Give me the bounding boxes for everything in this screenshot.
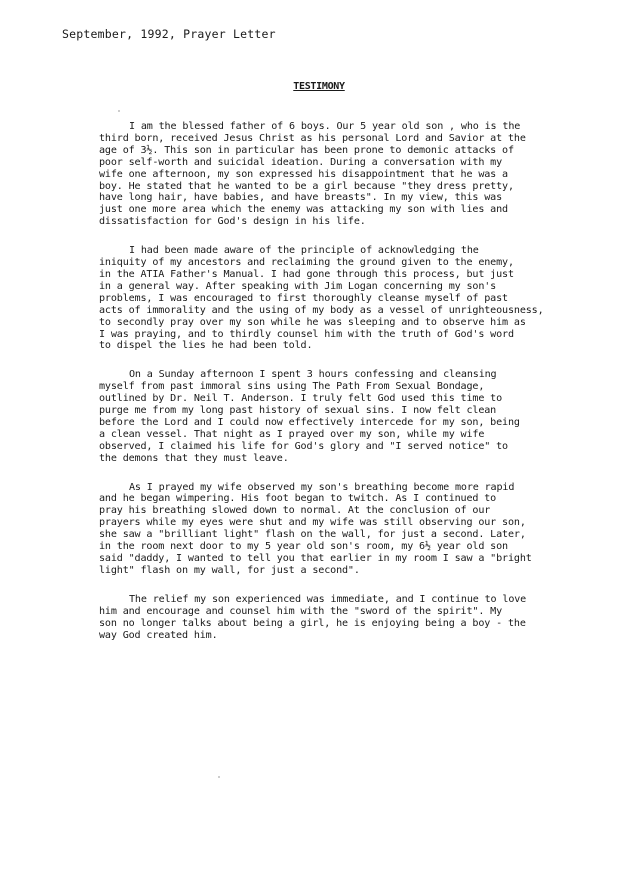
text-line: outlined by Dr. Neil T. Anderson. I truly felt God used this time to <box>99 393 503 405</box>
text-line: just one more area which the enemy was attacking my son with lies and <box>99 204 508 216</box>
paragraph <box>99 594 569 642</box>
text-line: light" flash on my wall, for just a second". <box>99 564 360 576</box>
text-line: third born, received Jesus Christ as his personal Lord and Savior at the <box>99 132 526 144</box>
text-line: said "daddy, I wanted to tell you that earlier in my room I saw a "bright <box>99 553 532 564</box>
text-line: As I prayed my wife observed my son's breathing become more rapid <box>129 481 515 493</box>
paragraph <box>99 121 569 228</box>
text-line: have long hair, have babies, and have breasts". In my view, this was <box>99 192 503 204</box>
text-line: iniquity of my ancestors and reclaiming the ground given to the enemy, <box>99 257 514 269</box>
text-line: way God created him. <box>99 629 218 641</box>
text-line: a clean vessel. That night as I prayed over my son, while my wife <box>99 428 485 440</box>
text-line: to dispel the lies he had been told. <box>99 340 313 352</box>
scan-speck <box>218 776 220 778</box>
text-line: age of 3½. This son in particular has been prone to demonic attacks of <box>99 144 514 156</box>
document-title: TESTIMONY <box>293 81 345 92</box>
letter-header: September, 1992, Prayer Letter <box>62 27 276 41</box>
text-line: she saw a "brilliant light" flash on the wall, for just a second. Later, <box>99 529 526 541</box>
text-line: I was praying, and to thirdly counsel him with the truth of God's word <box>99 328 514 340</box>
text-line: I had been made aware of the principle of acknowledging the <box>129 245 479 257</box>
text-line: problems, I was encouraged to first thoroughly cleanse myself of past <box>99 292 508 304</box>
paragraph <box>99 369 569 464</box>
text-line: acts of immorality and the using of my body as a vessel of unrighteousness, <box>99 304 544 316</box>
text-line: poor self-worth and suicidal ideation. During a conversation with my <box>99 156 503 168</box>
paragraph <box>99 245 569 352</box>
text-line: the demons that they must leave. <box>99 452 289 464</box>
text-line: dissatisfaction for God's design in his life. <box>99 216 366 228</box>
text-line: in the ATIA Father's Manual. I had gone through this process, but just <box>99 268 514 280</box>
text-line: prayers while my eyes were shut and my wife was still observing our son, <box>99 517 526 529</box>
paragraph <box>99 482 569 577</box>
text-line: myself from past immoral sins using The Path From Sexual Bondage, <box>99 381 485 393</box>
testimony-body <box>99 121 569 658</box>
text-line: purge me from my long past history of sexual sins. I now felt clean <box>99 405 497 417</box>
text-line: observed, I claimed his life for God's glory and "I served notice" to <box>99 440 508 452</box>
text-line: and he began wimpering. His foot began to twitch. As I continued to <box>99 493 497 505</box>
text-line: On a Sunday afternoon I spent 3 hours confessing and cleansing <box>129 369 497 381</box>
text-line: wife one afternoon, my son expressed his disappointment that he was a <box>99 168 508 180</box>
text-line: in a general way. After speaking with Jim Logan concerning my son's <box>99 280 497 292</box>
scan-speck <box>118 110 120 112</box>
text-line: him and encourage and counsel him with the "sword of the spirit". My <box>99 605 503 617</box>
text-line: son no longer talks about being a girl, he is enjoying being a boy - the <box>99 617 526 629</box>
text-line: before the Lord and I could now effectively intercede for my son, being <box>99 416 520 428</box>
text-line: The relief my son experienced was immediate, and I continue to love <box>129 593 527 605</box>
text-line: in the room next door to my 5 year old son's room, my 6½ year old son <box>99 541 508 553</box>
text-line: I am the blessed father of 6 boys. Our 5 year old son , who is the <box>129 121 521 132</box>
text-line: pray his breathing slowed down to normal. At the conclusion of our <box>99 505 491 517</box>
text-line: to secondly pray over my son while he was sleeping and to observe him as <box>99 316 526 328</box>
text-line: boy. He stated that he wanted to be a girl because "they dress pretty, <box>99 180 514 192</box>
